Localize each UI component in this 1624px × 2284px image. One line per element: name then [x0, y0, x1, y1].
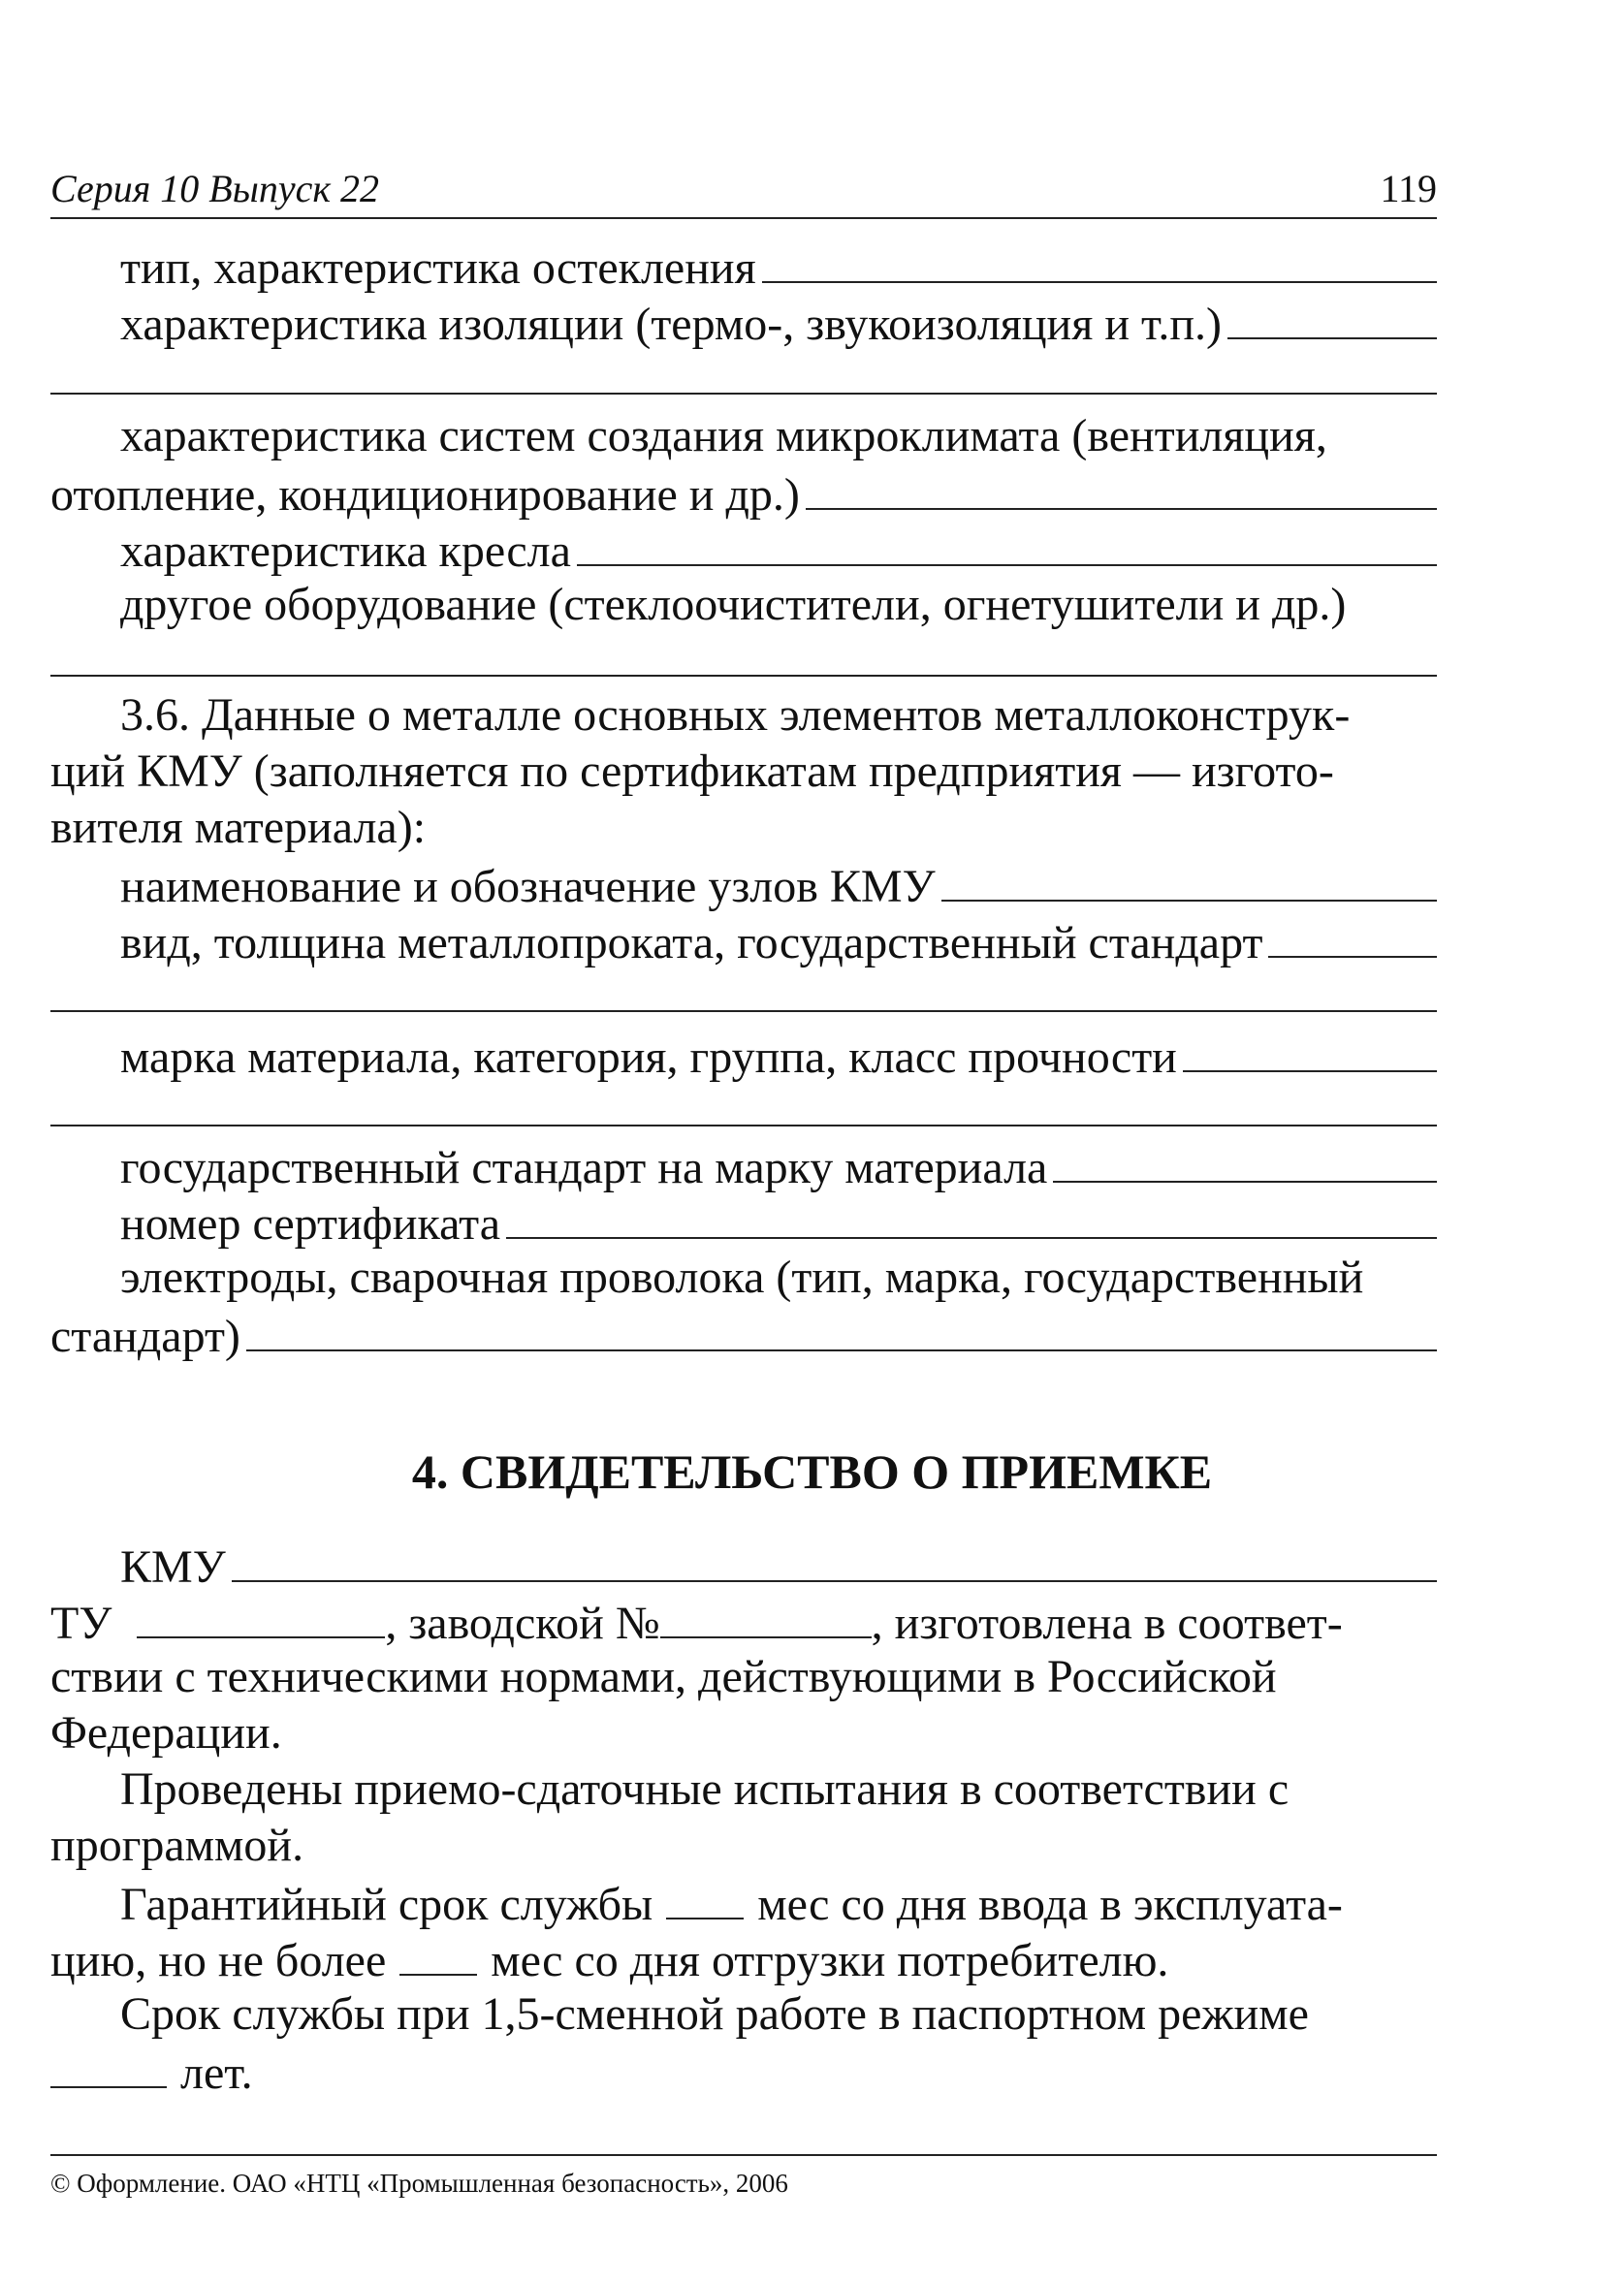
metal-label-1: 3.6. Данные о металле основных элементов металлоконструк-: [120, 689, 1351, 741]
kmu-blank[interactable]: [232, 1536, 1437, 1582]
footer-copyright: © Оформление. ОАО «НТЦ «Промышленная безопасность», 2006: [50, 2169, 788, 2198]
certificate-label: номер сертификата: [120, 1198, 500, 1250]
insulation-blank-line[interactable]: [50, 393, 1437, 395]
metal-label-3: вителя материала):: [50, 802, 427, 853]
nodes-blank[interactable]: [941, 855, 1437, 902]
made-label-3: Федерации.: [50, 1707, 282, 1759]
electrodes-blank[interactable]: [246, 1305, 1437, 1351]
made-line-3: [50, 1704, 1437, 1762]
life-line-1: [120, 1985, 1437, 2044]
made-in-label: , изготовлена в соответ-: [871, 1598, 1343, 1649]
tests-line-2: [50, 1817, 1437, 1875]
made-label-2: ствии с техническими нормами, действующими в Российской: [50, 1651, 1277, 1702]
warranty-label-d: мес со дня отгрузки потребителю.: [491, 1935, 1169, 1986]
warranty-label-a: Гарантийный срок службы: [120, 1879, 653, 1930]
other-equipment-line: [120, 576, 1437, 634]
life-label-1: Срок службы при 1,5-сменной работе в паспортном режиме: [120, 1988, 1309, 2040]
climate-line-2: [50, 463, 1437, 522]
warranty-label-c: цию, но не более: [50, 1935, 387, 1986]
grade-label: марка материала, категория, группа, класс прочности: [120, 1031, 1177, 1083]
certificate-line: [120, 1192, 1437, 1251]
metal-line-2: [50, 743, 1437, 801]
warranty-line-1: [120, 1873, 1437, 1931]
warranty-line-2: [50, 1929, 1437, 1987]
warranty-label-b: мес со дня ввода в эксплуата-: [757, 1879, 1343, 1930]
metal-label-2: ций КМУ (заполняется по сертификатам предприятия — изгото-: [50, 745, 1334, 797]
grade-blank[interactable]: [1183, 1026, 1437, 1072]
grade-standard-label: государственный стандарт на марку материала: [120, 1142, 1048, 1193]
rolled-metal-blank[interactable]: [1268, 911, 1437, 958]
insulation-label: характеристика изоляции (термо-, звукоизоляция и т.п.): [120, 299, 1223, 350]
grade-standard-blank[interactable]: [1053, 1136, 1437, 1183]
electrodes-line-2: [50, 1305, 1437, 1363]
factory-no-label: , заводской №: [385, 1598, 660, 1649]
series-label: Серия 10 Выпуск 22: [50, 167, 380, 210]
insulation-blank[interactable]: [1227, 293, 1437, 339]
certificate-blank[interactable]: [506, 1192, 1437, 1239]
other-equipment-label: другое оборудование (стеклоочистители, огнетушители и др.): [120, 579, 1347, 630]
section-4-title: 4. СВИДЕТЕЛЬСТВО О ПРИЕМКЕ: [411, 1444, 1213, 1499]
rolled-metal-blank-line[interactable]: [50, 1010, 1437, 1012]
tests-line-1: [120, 1761, 1437, 1819]
climate-line-1: [120, 407, 1437, 465]
climate-blank[interactable]: [806, 463, 1437, 510]
footer-divider: [50, 2154, 1437, 2156]
page-header: [50, 161, 1437, 219]
kmu-label: КМУ: [120, 1541, 226, 1593]
chair-blank[interactable]: [577, 520, 1437, 566]
electrodes-label-2: стандарт): [50, 1311, 240, 1362]
grade-standard-line: [120, 1136, 1437, 1194]
tu-blank[interactable]: [137, 1592, 385, 1638]
kmu-line: [120, 1536, 1437, 1594]
grade-blank-line[interactable]: [50, 1125, 1437, 1126]
insulation-line: [120, 293, 1437, 351]
nodes-label: наименование и обозначение узлов КМУ: [120, 861, 936, 912]
chair-label: характеристика кресла: [120, 525, 571, 577]
climate-label-1: характеристика систем создания микроклимата (вентиляция,: [120, 410, 1327, 461]
life-label-2: лет.: [180, 2047, 253, 2099]
rolled-metal-label: вид, толщина металлопроката, государственный стандарт: [120, 917, 1263, 968]
factory-no-blank[interactable]: [660, 1592, 872, 1638]
other-equipment-blank-line[interactable]: [50, 675, 1437, 677]
chair-line: [120, 520, 1437, 578]
rolled-metal-line: [120, 911, 1437, 969]
glazing-blank[interactable]: [762, 237, 1437, 283]
tu-label: ТУ: [50, 1598, 112, 1649]
electrodes-label-1: электроды, сварочная проволока (тип, марка, государственный: [120, 1252, 1364, 1303]
glazing-line: [120, 237, 1437, 295]
warranty-months-blank[interactable]: [666, 1873, 744, 1919]
climate-label-2: отопление, кондиционирование и др.): [50, 469, 800, 521]
grade-line: [120, 1026, 1437, 1084]
metal-line-3: [50, 799, 1437, 857]
life-years-blank[interactable]: [50, 2042, 167, 2088]
shipment-months-blank[interactable]: [399, 1929, 477, 1976]
tests-label-1: Проведены приемо-сдаточные испытания в соответствии с: [120, 1763, 1290, 1815]
glazing-label: тип, характеристика остекления: [120, 242, 756, 294]
page-number: 119: [1380, 167, 1437, 210]
metal-line-1: [120, 686, 1437, 745]
nodes-line: [120, 855, 1437, 913]
life-line-2: [50, 2042, 1437, 2100]
tests-label-2: программой.: [50, 1820, 304, 1871]
electrodes-line-1: [120, 1249, 1437, 1307]
tu-line: [50, 1592, 1437, 1650]
made-line-2: [50, 1648, 1437, 1706]
